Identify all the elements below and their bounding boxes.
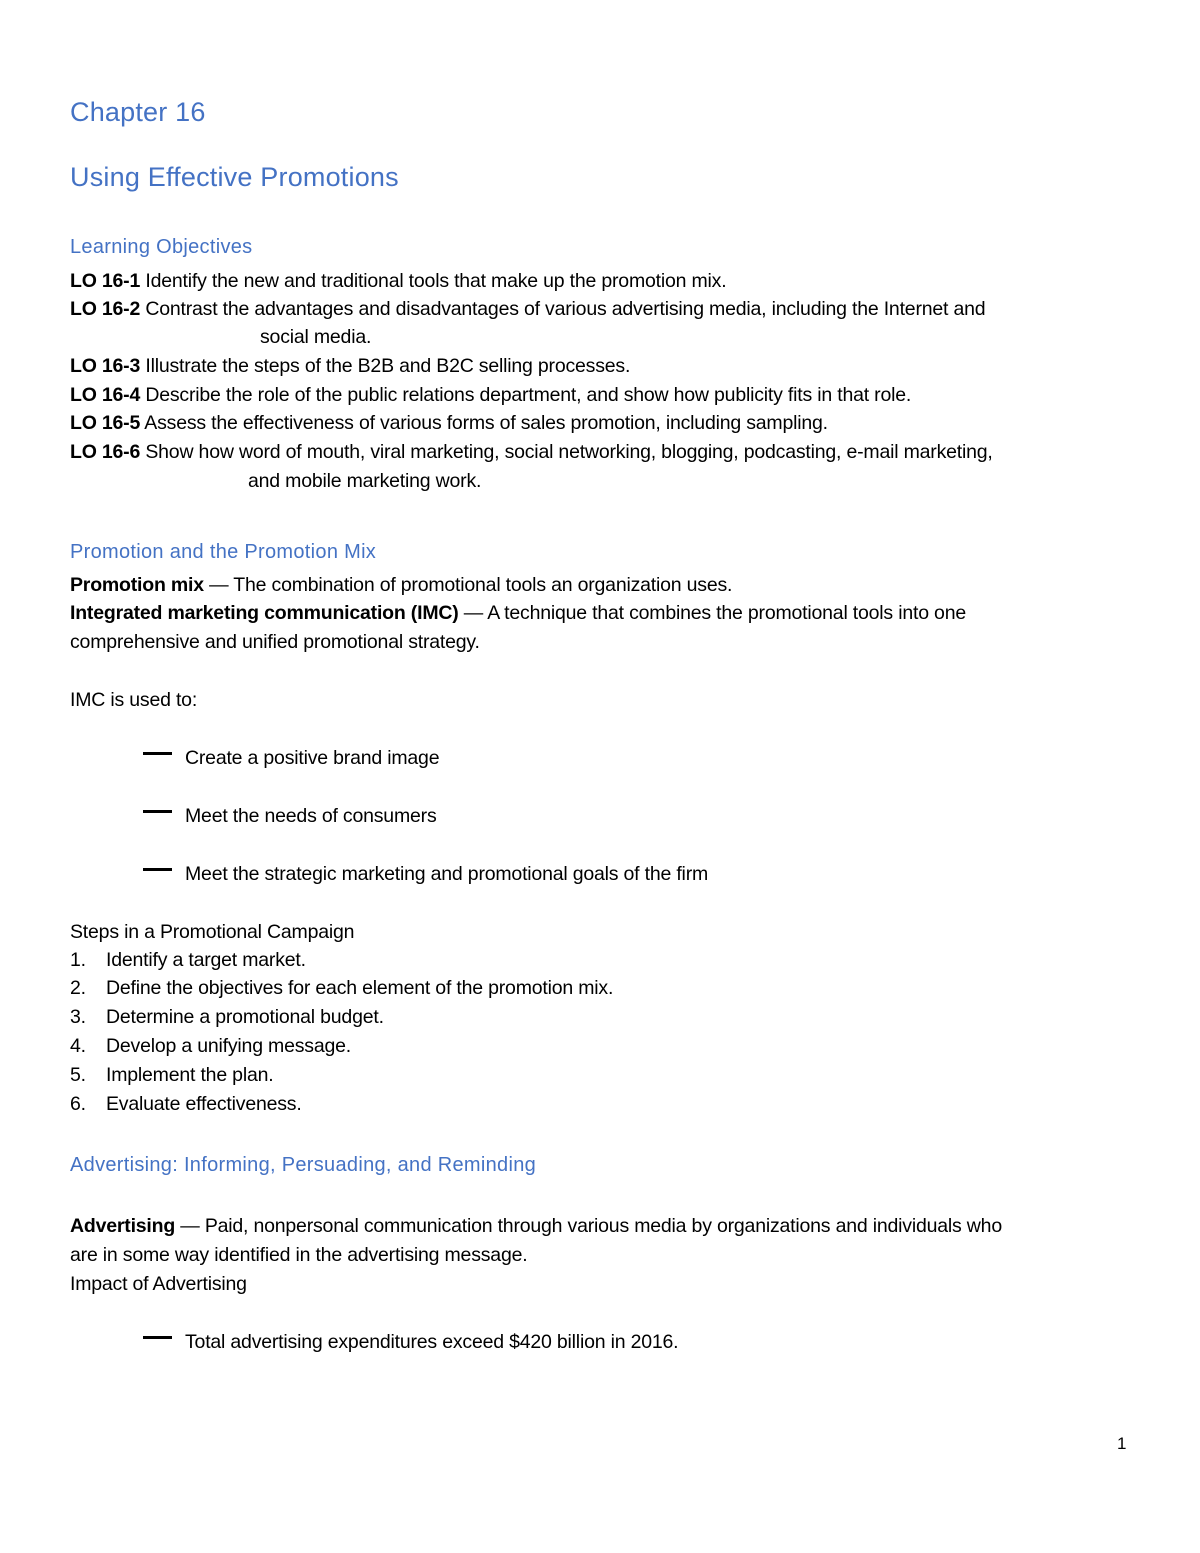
step-item [70,1064,273,1087]
advertising-definition-continuation: are in some way identified in the advertising message. [70,1244,528,1266]
step-number: 4. [70,1035,86,1057]
objective-text: Illustrate the steps of the B2B and B2C selling processes. [140,355,631,377]
objective-4 [70,384,911,407]
dash-bullet-icon [143,868,172,871]
learning-objectives-heading: Learning Objectives [70,236,253,258]
objective-code: LO 16-4 [70,384,141,406]
objective-code: LO 16-1 [70,270,141,292]
step-text: Identify a target market. [106,949,306,971]
objective-text: Identify the new and traditional tools that make up the promotion mix. [140,270,727,292]
step-text: Develop a unifying message. [106,1035,351,1057]
imc-definition-continuation: comprehensive and unified promotional strategy. [70,631,480,653]
dash-bullet-icon [143,810,172,813]
objective-2-continuation: social media. [260,326,372,348]
step-text: Implement the plan. [106,1064,274,1086]
step-number: 3. [70,1006,86,1028]
step-item [70,1006,384,1029]
step-number: 6. [70,1093,86,1115]
objective-6 [70,441,993,464]
chapter-title: Using Effective Promotions [70,162,399,192]
imc-definition [70,602,966,625]
term: Promotion mix [70,574,204,596]
objective-code: LO 16-5 [70,412,141,434]
objective-text: Describe the role of the public relations department, and show how publicity fits in that role. [140,384,912,406]
step-item [70,977,613,1000]
imc-bullet: Create a positive brand image [185,747,440,769]
objective-code: LO 16-3 [70,355,141,377]
dash-bullet-icon [143,752,172,755]
definition: — Paid, nonpersonal communication through various media by organizations and individuals who [175,1215,1002,1237]
objective-2 [70,298,985,321]
step-text: Evaluate effectiveness. [106,1093,302,1115]
dash-bullet-icon [143,1336,172,1339]
objective-code: LO 16-6 [70,441,141,463]
definition: — A technique that combines the promotional tools into one [458,602,966,624]
promotion-mix-heading: Promotion and the Promotion Mix [70,541,377,563]
step-number: 5. [70,1064,86,1086]
objective-text: Show how word of mouth, viral marketing, social networking, blogging, podcasting, e-mail marketing, [140,441,993,463]
step-item [70,1035,351,1058]
imc-bullet: Meet the needs of consumers [185,805,437,827]
step-number: 1. [70,949,86,971]
objective-5 [70,412,828,435]
objective-text: Contrast the advantages and disadvantages of various advertising media, including the Internet and [140,298,986,320]
advertising-heading: Advertising: Informing, Persuading, and Reminding [70,1154,537,1176]
step-item [70,949,306,972]
objective-code: LO 16-2 [70,298,141,320]
steps-heading: Steps in a Promotional Campaign [70,921,355,943]
objective-6-continuation: and mobile marketing work. [248,470,482,492]
impact-bullet: Total advertising expenditures exceed $420 billion in 2016. [185,1331,679,1353]
promotion-mix-definition [70,574,732,597]
objective-3 [70,355,630,378]
term: Integrated marketing communication (IMC) [70,602,459,624]
chapter-heading: Chapter 16 [70,97,206,127]
objective-text: Assess the effectiveness of various forms of sales promotion, including sampling. [140,412,828,434]
objective-1 [70,270,726,293]
step-text: Determine a promotional budget. [106,1006,384,1028]
imc-bullet: Meet the strategic marketing and promotional goals of the firm [185,863,709,885]
term: Advertising [70,1215,176,1237]
step-number: 2. [70,977,86,999]
impact-heading: Impact of Advertising [70,1273,247,1295]
advertising-definition [70,1215,1002,1238]
step-item [70,1093,302,1116]
page-number: 1 [1117,1434,1127,1453]
imc-intro: IMC is used to: [70,689,198,711]
step-text: Define the objectives for each element of the promotion mix. [106,977,614,999]
definition: — The combination of promotional tools an organization uses. [203,574,733,596]
